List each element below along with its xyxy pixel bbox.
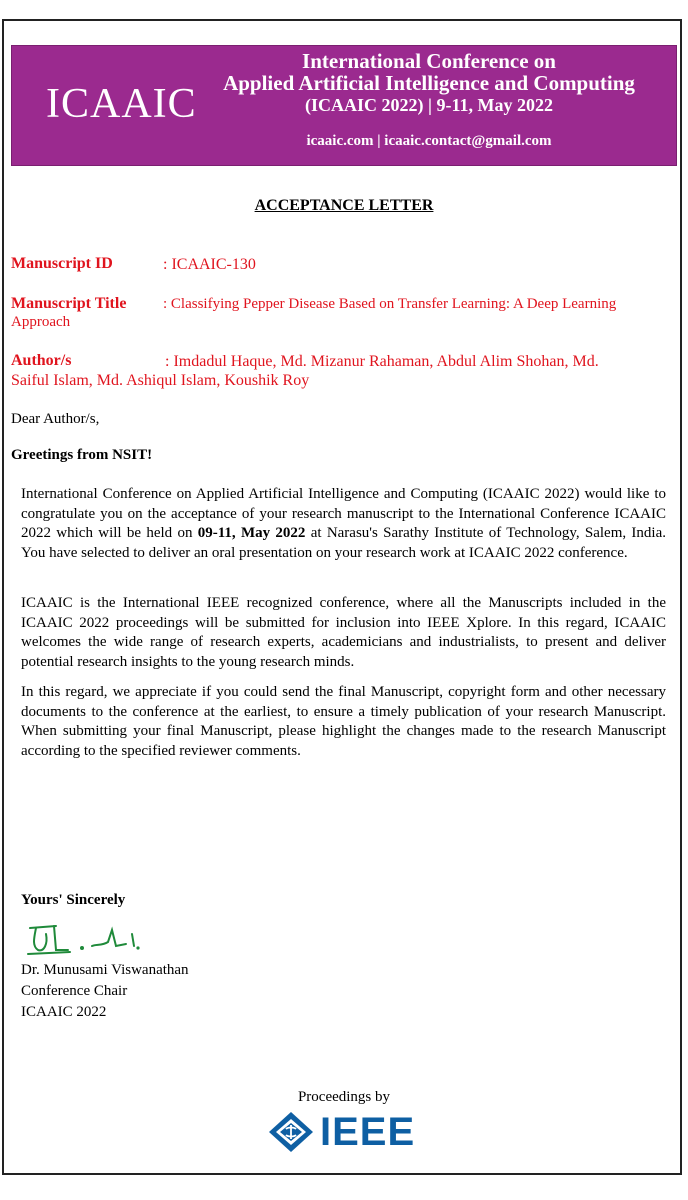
signer-organization: ICAAIC 2022	[21, 1004, 107, 1020]
authors-label: Author/s	[11, 352, 72, 369]
icaaic-logo: ICAAIC	[46, 81, 197, 127]
authors-value-cont: Saiful Islam, Md. Ashiqul Islam, Koushik Roy	[11, 372, 310, 389]
paragraph-1-text-a: International Conference on Applied Artificial Intelligence and Computing (ICAAIC 2022) would like to congratulate you on the acceptance of your research manuscript to the International Conference ICAAIC 2022 which will be held on	[21, 486, 666, 541]
ieee-logo	[268, 1111, 415, 1153]
manuscript-id-label: Manuscript ID	[11, 255, 113, 272]
closing: Yours' Sincerely	[21, 892, 126, 908]
banner-text	[184, 50, 674, 152]
banner-line-2: Applied Artificial Intelligence and Computing	[223, 71, 635, 95]
banner-contact: icaaic.com | icaaic.contact@gmail.com	[306, 133, 552, 149]
paragraph-1-text-b: at Narasu's Sarathy Institute of Technology, Salem, India. You have selected to deliver an oral presentation on your research work at ICAAIC 2022 conference.	[21, 525, 666, 561]
banner-line-3: (ICAAIC 2022) | 9-11, May 2022	[305, 95, 553, 115]
event-dates: 09-11, May 2022	[197, 525, 306, 541]
signer-role: Conference Chair	[21, 983, 128, 999]
conference-banner	[11, 45, 677, 166]
paragraph-3: In this regard, we appreciate if you could send the final Manuscript, copyright form and other necessary documents to the conference at the earliest, to ensure a timely publication of your research Manuscript. When submitting your final Manuscript, please highlight the changes made to the research Manuscript according to the specified reviewer comments.	[21, 684, 666, 759]
banner-line-1: International Conference on	[302, 49, 556, 73]
paragraph-2: ICAAIC is the International IEEE recognized conference, where all the Manuscripts included in the ICAAIC 2022 proceedings will be submitted for inclusion into IEEE Xplore. In this regard, ICAAIC welcomes the wide range of research experts, academicians and industrialists, to present and deliver potential research insights to the young research minds.	[21, 595, 666, 670]
salutation: Dear Author/s,	[11, 411, 100, 427]
manuscript-title-label: Manuscript Title	[11, 295, 127, 312]
authors-value: : Imdadul Haque, Md. Mizanur Rahaman, Abdul Alim Shohan, Md.	[165, 353, 599, 370]
letter-title: ACCEPTANCE LETTER	[254, 197, 434, 214]
greeting: Greetings from NSIT!	[11, 447, 153, 463]
proceedings-by: Proceedings by	[297, 1089, 391, 1105]
paragraph-1	[21, 485, 666, 563]
manuscript-id-value: : ICAAIC-130	[163, 256, 256, 273]
signer-name: Dr. Munusami Viswanathan	[21, 962, 189, 978]
ieee-wordmark: IEEE	[320, 1109, 416, 1154]
manuscript-title-value-cont: Approach	[11, 314, 71, 330]
handwritten-signature	[26, 920, 156, 956]
ieee-diamond-icon	[268, 1111, 314, 1153]
manuscript-title-value: : Classifying Pepper Disease Based on Transfer Learning: A Deep Learning	[163, 296, 617, 312]
